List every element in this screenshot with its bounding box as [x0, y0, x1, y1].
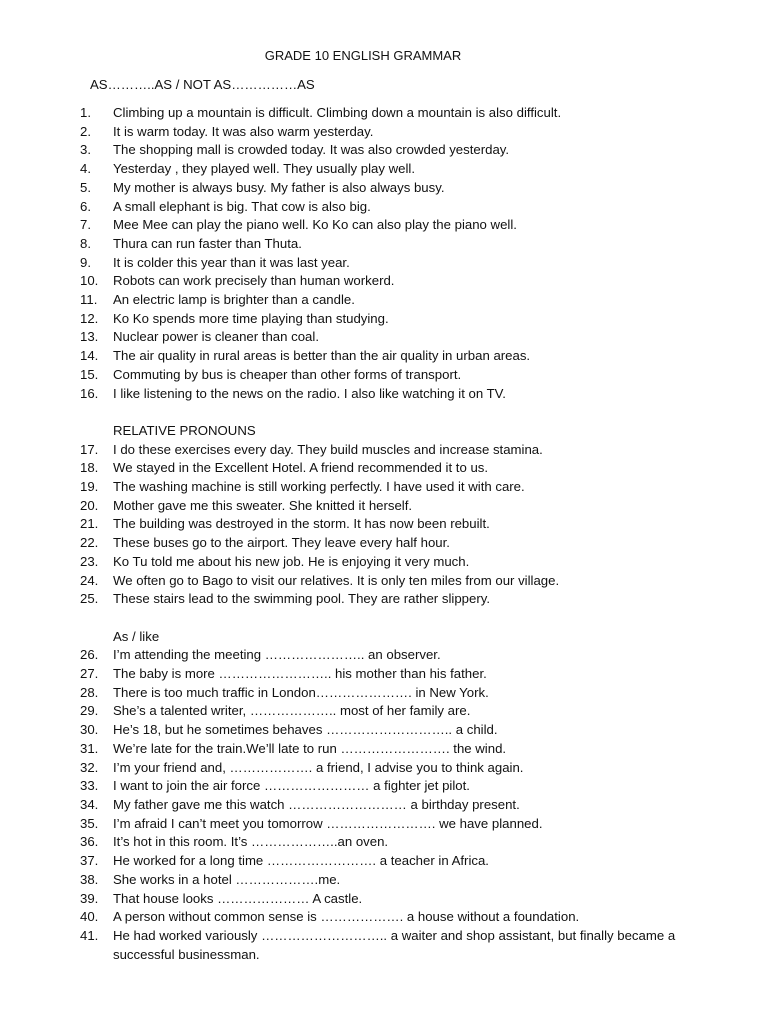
item-text: I like listening to the news on the radio. I also like watching it on TV. [113, 385, 506, 401]
list-item [80, 665, 720, 684]
list-item [80, 160, 720, 179]
list-item [80, 721, 720, 740]
list-item [80, 179, 720, 198]
item-number: 41. [80, 927, 99, 943]
item-text: Ko Ko spends more time playing than studying. [113, 310, 389, 326]
list-item [80, 497, 720, 516]
item-number: 38. [80, 871, 99, 887]
list-item [80, 310, 720, 329]
list-item [80, 740, 720, 759]
list-item [80, 871, 720, 890]
item-number: 6. [80, 198, 91, 214]
list-item [80, 572, 720, 591]
list-item [80, 927, 720, 964]
list-item [80, 198, 720, 217]
list-item [80, 328, 720, 347]
item-text: He worked for a long time ……………………. a teacher in Africa. [113, 853, 489, 869]
item-text: The shopping mall is crowded today. It was also crowded yesterday. [113, 142, 510, 158]
item-text: The building was destroyed in the storm. It has now been rebuilt. [113, 516, 490, 532]
list-item [80, 759, 720, 778]
item-text: Thura can run faster than Thuta. [113, 235, 302, 251]
list-item [80, 553, 720, 572]
item-number: 13. [80, 329, 99, 345]
item-number: 9. [80, 254, 91, 270]
list-item [80, 291, 720, 310]
item-number: 4. [80, 161, 91, 177]
item-text: That house looks ………………… A castle. [113, 890, 363, 906]
list-item [80, 515, 720, 534]
list-item [80, 908, 720, 927]
item-text: I do these exercises every day. They build muscles and increase stamina. [113, 441, 543, 457]
list-item [80, 216, 720, 235]
list-item [80, 478, 720, 497]
page-title: GRADE 10 ENGLISH GRAMMAR [264, 48, 462, 63]
list-item [80, 104, 720, 123]
list-item [80, 366, 720, 385]
item-text: It’s hot in this room. It’s ………………..an oven. [113, 834, 389, 850]
item-text: The baby is more …………………….. his mother than his father. [113, 666, 487, 682]
list-item [80, 123, 720, 142]
section-heading: RELATIVE PRONOUNS [113, 422, 256, 438]
item-number: 12. [80, 310, 99, 326]
item-number: 36. [80, 834, 99, 850]
item-number: 25. [80, 591, 99, 607]
item-number: 40. [80, 909, 99, 925]
item-text: It is warm today. It was also warm yesterday. [113, 123, 374, 139]
item-text: I want to join the air force …………………… a fighter jet pilot. [113, 778, 470, 794]
item-text: Yesterday , they played well. They usually play well. [113, 161, 416, 177]
item-number: 28. [80, 684, 99, 700]
item-number: 21. [80, 516, 99, 532]
item-number: 23. [80, 553, 99, 569]
item-text: We often go to Bago to visit our relatives. It is only ten miles from our village. [113, 572, 560, 588]
item-number: 32. [80, 759, 99, 775]
item-text: Nuclear power is cleaner than coal. [113, 329, 319, 345]
section-gap [80, 403, 720, 422]
item-number: 33. [80, 778, 99, 794]
item-text: These buses go to the airport. They leave every half hour. [113, 535, 450, 551]
item-text: The washing machine is still working perfectly. I have used it with care. [113, 479, 525, 495]
item-number: 31. [80, 740, 99, 756]
item-number: 22. [80, 535, 99, 551]
item-number: 1. [80, 105, 91, 120]
section-gap [80, 609, 720, 628]
list-item [80, 815, 720, 834]
list-item [80, 777, 720, 796]
item-text: I’m afraid I can’t meet you tomorrow ……………………. we have planned. [113, 815, 543, 831]
item-number: 30. [80, 722, 99, 738]
item-text: I’m attending the meeting ………………….. an observer. [113, 647, 441, 663]
item-text: Commuting by bus is cheaper than other forms of transport. [113, 366, 462, 382]
item-text: The air quality in rural areas is better than the air quality in urban areas. [113, 348, 531, 364]
item-number: 35. [80, 815, 99, 831]
item-number: 14. [80, 348, 99, 364]
list-item [80, 272, 720, 291]
item-number: 5. [80, 179, 91, 195]
section-subheading: AS………..AS / NOT AS……………AS [90, 77, 315, 92]
item-text: Mother gave me this sweater. She knitted it herself. [113, 497, 413, 513]
item-number: 3. [80, 142, 91, 158]
item-text: Mee Mee can play the piano well. Ko Ko can also play the piano well. [113, 217, 517, 233]
item-number: 27. [80, 666, 99, 682]
item-number: 8. [80, 235, 91, 251]
item-number: 20. [80, 497, 99, 513]
item-text: We’re late for the train.We’ll late to run ……………………. the wind. [113, 740, 507, 756]
list-item [80, 385, 720, 404]
list-item [80, 590, 720, 609]
item-number: 39. [80, 890, 99, 906]
item-number: 24. [80, 572, 99, 588]
item-text: An electric lamp is brighter than a candle. [113, 292, 355, 308]
item-text: She’s a talented writer, ……………….. most of her family are. [113, 703, 471, 719]
list-item [80, 646, 720, 665]
item-text: She works in a hotel ……………….me. [113, 871, 341, 887]
item-text: A small elephant is big. That cow is also big. [113, 198, 371, 214]
list-item [80, 852, 720, 871]
list-item [80, 254, 720, 273]
list-item [80, 141, 720, 160]
item-text: A person without common sense is ………………. a house without a foundation. [113, 909, 580, 925]
list-item [80, 441, 720, 460]
list-item [80, 796, 720, 815]
item-number: 26. [80, 647, 99, 663]
item-text: I’m your friend and, ………………. a friend, I advise you to think again. [113, 759, 524, 775]
item-number: 18. [80, 460, 99, 476]
item-number: 7. [80, 217, 91, 233]
item-text: My mother is always busy. My father is also always busy. [113, 179, 445, 195]
item-text: We stayed in the Excellent Hotel. A friend recommended it to us. [113, 460, 489, 476]
item-number: 34. [80, 796, 99, 812]
list-item [80, 702, 720, 721]
item-number: 16. [80, 385, 99, 401]
list-item [80, 235, 720, 254]
item-number: 37. [80, 853, 99, 869]
item-text: There is too much traffic in London…………………. in New York. [113, 684, 489, 700]
item-number: 10. [80, 273, 99, 289]
list-item [80, 459, 720, 478]
section-heading: As / like [113, 628, 160, 644]
item-number: 11. [80, 292, 98, 308]
list-item [80, 347, 720, 366]
item-text: Ko Tu told me about his new job. He is enjoying it very much. [113, 553, 470, 569]
item-text: Climbing up a mountain is difficult. Climbing down a mountain is also difficult. [113, 105, 562, 120]
item-text: He’s 18, but he sometimes behaves ……………………….. a child. [113, 722, 498, 738]
item-number: 17. [80, 441, 99, 457]
item-text: Robots can work precisely than human workerd. [113, 273, 395, 289]
list-item [80, 534, 720, 553]
item-text: These stairs lead to the swimming pool. They are rather slippery. [113, 591, 490, 607]
item-number: 15. [80, 366, 99, 382]
list-item [80, 684, 720, 703]
exercise-list [80, 104, 720, 964]
item-number: 29. [80, 703, 99, 719]
item-text: He had worked variously ……………………….. a waiter and shop assistant, but finally became a successful businessman. [113, 927, 676, 962]
list-item [80, 890, 720, 909]
list-item [80, 833, 720, 852]
item-text: My father gave me this watch ……………………… a birthday present. [113, 796, 520, 812]
item-number: 19. [80, 479, 99, 495]
item-number: 2. [80, 123, 91, 139]
item-text: It is colder this year than it was last year. [113, 254, 350, 270]
